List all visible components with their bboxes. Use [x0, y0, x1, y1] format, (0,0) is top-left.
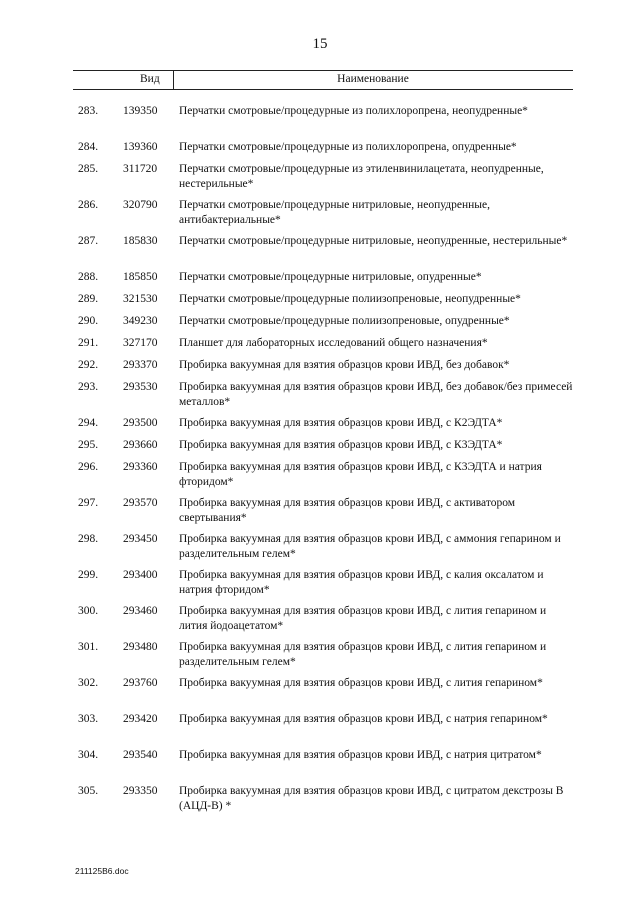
row-number: 298.	[78, 533, 99, 545]
row-number: 299.	[78, 569, 99, 581]
row-code: 321530	[123, 293, 158, 305]
row-code: 139360	[123, 141, 158, 153]
row-number: 295.	[78, 439, 99, 451]
row-number: 292.	[78, 359, 99, 371]
row-name: Перчатки смотровые/процедурные полиизопреновые, опудренные*	[179, 315, 510, 327]
row-code: 311720	[123, 163, 158, 175]
row-code: 293400	[123, 569, 158, 581]
row-code: 293360	[123, 461, 158, 473]
row-number: 286.	[78, 199, 99, 211]
row-name: Пробирка вакуумная для взятия образцов крови ИВД, без добавок*	[179, 359, 510, 371]
row-number: 294.	[78, 417, 99, 429]
row-code: 349230	[123, 315, 158, 327]
row-name: Перчатки смотровые/процедурные нитриловые, опудренные*	[179, 271, 482, 283]
row-code: 293660	[123, 439, 158, 451]
row-number: 297.	[78, 497, 99, 509]
row-code: 293480	[123, 641, 158, 653]
row-name: Пробирка вакуумная для взятия образцов крови ИВД, без добавок/без примесей металлов*	[179, 381, 573, 408]
table-header	[73, 70, 573, 90]
row-number: 290.	[78, 315, 99, 327]
row-name: Перчатки смотровые/процедурные из полихлоропрена, опудренные*	[179, 141, 517, 153]
row-code: 293540	[123, 749, 158, 761]
header-name: Наименование	[337, 73, 409, 85]
row-number: 288.	[78, 271, 99, 283]
row-number: 305.	[78, 785, 99, 797]
page-number: 15	[312, 36, 328, 52]
row-code: 139350	[123, 105, 158, 117]
row-number: 289.	[78, 293, 99, 305]
row-name: Пробирка вакуумная для взятия образцов крови ИВД, с цитратом декстрозы В (АЦД-В) *	[179, 785, 564, 812]
row-code: 293570	[123, 497, 158, 509]
row-name: Пробирка вакуумная для взятия образцов крови ИВД, с аммония гепарином и разделительным гелем*	[179, 533, 561, 560]
row-name: Перчатки смотровые/процедурные нитриловые, неопудренные, антибактериальные*	[179, 199, 490, 226]
row-name: Пробирка вакуумная для взятия образцов крови ИВД, с лития гепарином и разделительным гелем*	[179, 641, 547, 668]
row-number: 284.	[78, 141, 99, 153]
row-name: Пробирка вакуумная для взятия образцов крови ИВД, с К2ЭДТА*	[179, 417, 503, 429]
row-code: 320790	[123, 199, 158, 211]
row-code: 293530	[123, 381, 158, 393]
row-number: 301.	[78, 641, 99, 653]
row-name: Пробирка вакуумная для взятия образцов крови ИВД, с лития гепарином и лития йодоацетатом*	[179, 605, 547, 632]
footer-filename: 211125В6.doc	[75, 866, 129, 876]
row-code: 293420	[123, 713, 158, 725]
row-name: Перчатки смотровые/процедурные нитриловые, неопудренные, нестерильные*	[179, 235, 568, 247]
row-code: 327170	[123, 337, 158, 349]
row-number: 283.	[78, 105, 99, 117]
row-code: 293370	[123, 359, 158, 371]
row-code: 293760	[123, 677, 158, 689]
row-code: 185850	[123, 271, 158, 283]
row-number: 287.	[78, 235, 99, 247]
row-name: Перчатки смотровые/процедурные из полихлоропрена, неопудренные*	[179, 105, 528, 117]
row-number: 285.	[78, 163, 99, 175]
row-code: 293350	[123, 785, 158, 797]
row-name: Пробирка вакуумная для взятия образцов крови ИВД, с К3ЭДТА и натрия фторидом*	[179, 461, 542, 488]
row-name: Пробирка вакуумная для взятия образцов крови ИВД, с натрия гепарином*	[179, 713, 548, 725]
row-name: Планшет для лабораторных исследований общего назначения*	[179, 337, 488, 349]
row-code: 293450	[123, 533, 158, 545]
header-vid: Вид	[140, 73, 160, 85]
row-name: Пробирка вакуумная для взятия образцов крови ИВД, с К3ЭДТА*	[179, 439, 503, 451]
row-number: 303.	[78, 713, 99, 725]
row-name: Пробирка вакуумная для взятия образцов крови ИВД, с калия оксалатом и натрия фторидом*	[179, 569, 544, 596]
row-number: 300.	[78, 605, 99, 617]
row-code: 185830	[123, 235, 158, 247]
row-name: Перчатки смотровые/процедурные полиизопреновые, неопудренные*	[179, 293, 521, 305]
row-number: 296.	[78, 461, 99, 473]
row-name: Пробирка вакуумная для взятия образцов крови ИВД, с активатором свертывания*	[179, 497, 516, 524]
row-number: 302.	[78, 677, 99, 689]
row-code: 293460	[123, 605, 158, 617]
row-number: 304.	[78, 749, 99, 761]
row-name: Пробирка вакуумная для взятия образцов крови ИВД, с лития гепарином*	[179, 677, 543, 689]
row-number: 293.	[78, 381, 99, 393]
row-code: 293500	[123, 417, 158, 429]
row-number: 291.	[78, 337, 99, 349]
row-name: Пробирка вакуумная для взятия образцов крови ИВД, с натрия цитратом*	[179, 749, 542, 761]
row-name: Перчатки смотровые/процедурные из этиленвинилацетата, неопудренные, нестерильные*	[179, 163, 544, 190]
